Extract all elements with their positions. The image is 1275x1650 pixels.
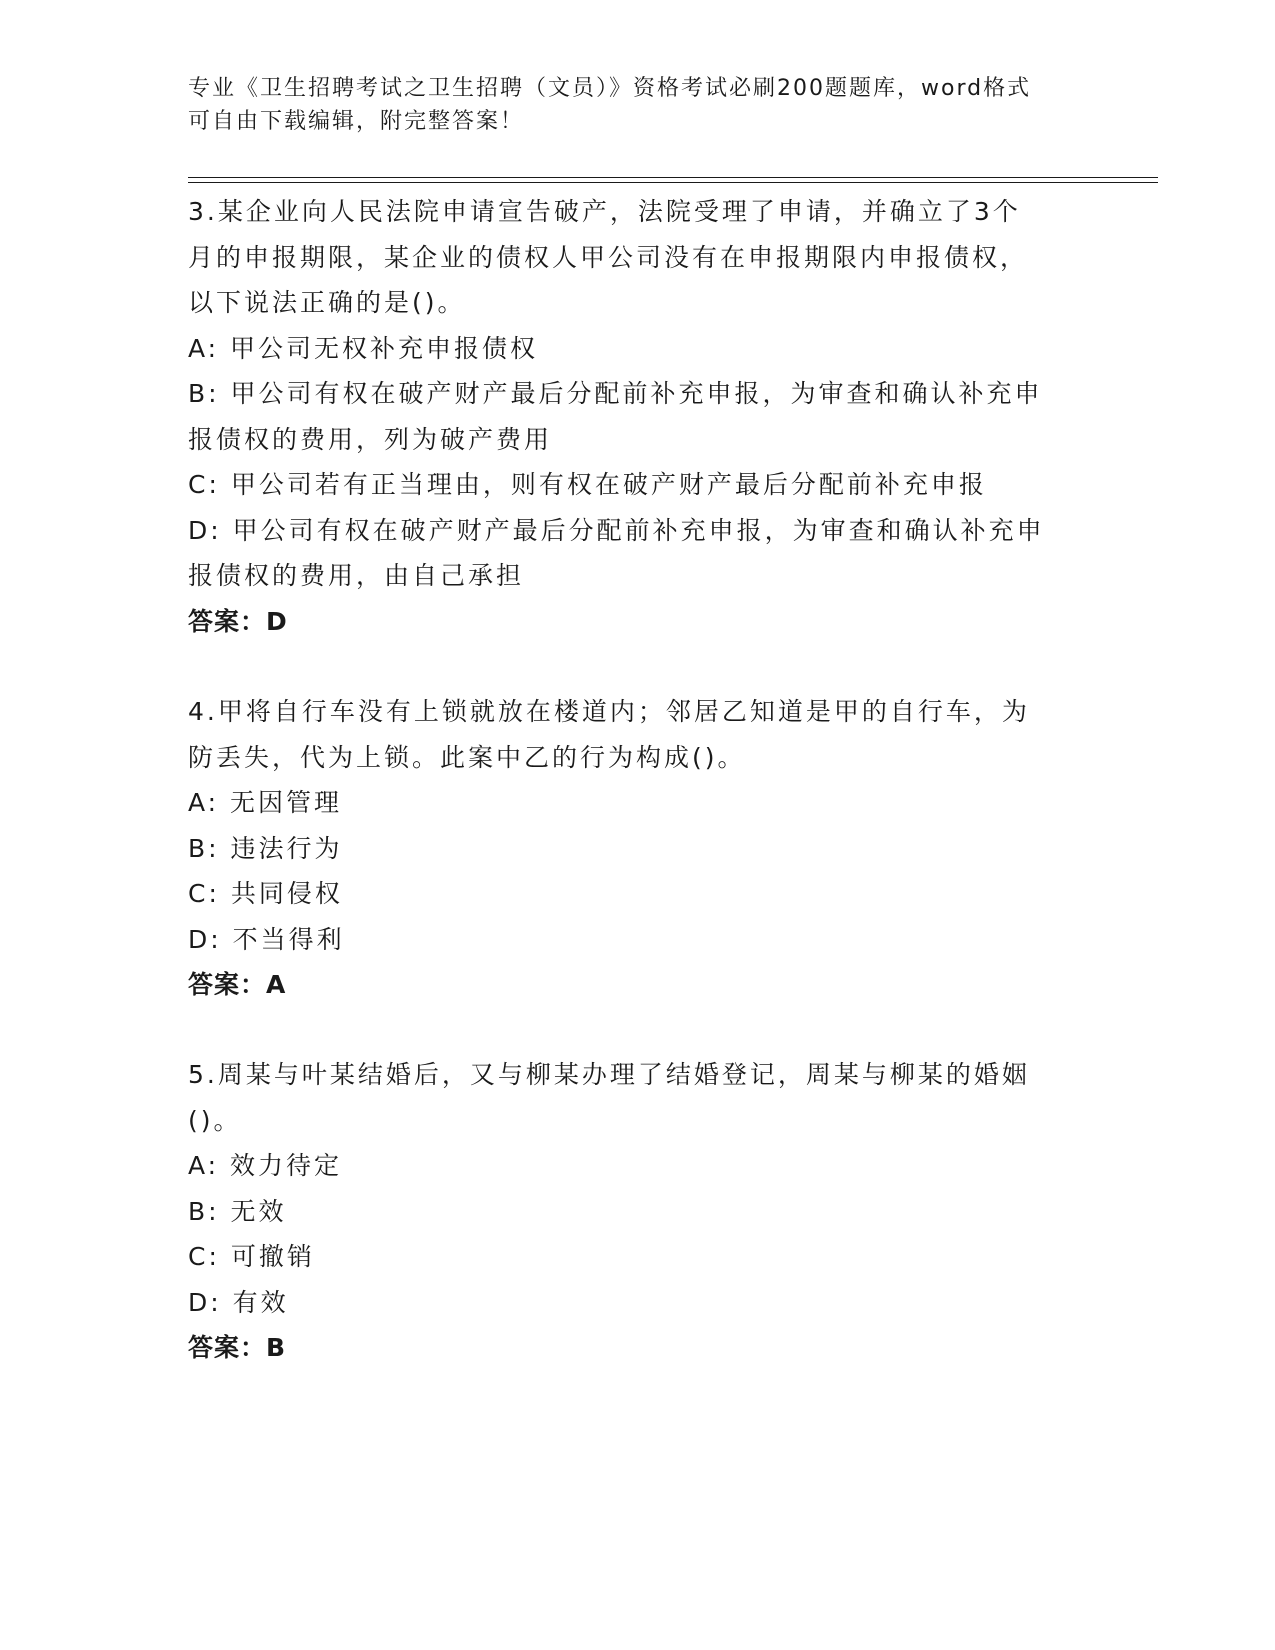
answer: 答案：A [188,970,287,999]
option-c: C: 可撤销 [188,1242,315,1271]
question-stem-line: ()。 [188,1105,242,1135]
question-stem-line: 月的申报期限，某企业的债权人甲公司没有在申报期限内申报债权， [188,242,1029,272]
option-b: B: 违法行为 [188,833,343,863]
header-line-2: 可自由下载编辑，附完整答案！ [188,109,525,134]
question-stem-line: 3.某企业向人民法院申请宣告破产，法院受理了申请，并确立了3个 [188,197,1021,226]
header-line-1: 专业《卫生招聘考试之卫生招聘（文员）》资格考试必刷200题题库，word格式 [188,76,1032,101]
header-divider-bottom [188,182,1158,183]
answer: 答案：D [188,606,288,636]
option-c: C: 甲公司若有正当理由，则有权在破产财产最后分配前补充申报 [188,470,987,499]
question-stem-line: 4.甲将自行车没有上锁就放在楼道内；邻居乙知道是甲的自行车，为 [188,697,1030,726]
answer: 答案：B [188,1333,287,1362]
option-a: A: 甲公司无权补充申报债权 [188,333,539,363]
document-header [188,72,1068,138]
question-4 [188,689,1088,1008]
option-d: D: 不当得利 [188,924,345,954]
option-a: A: 无因管理 [188,788,343,817]
question-stem-line: 防丢失，代为上锁。此案中乙的行为构成()。 [188,742,746,772]
option-c: C: 共同侵权 [188,879,343,908]
option-d-continued: 报债权的费用，由自己承担 [188,561,525,590]
option-d: D: 有效 [188,1287,289,1317]
option-a: A: 效力待定 [188,1151,343,1180]
question-stem-line: 以下说法正确的是()。 [188,288,466,317]
question-3 [188,189,1088,644]
option-b-continued: 报债权的费用，列为破产费用 [188,424,553,454]
option-b: B: 甲公司有权在破产财产最后分配前补充申报，为审查和确认补充申 [188,379,1043,408]
question-stem-line: 5.周某与叶某结婚后，又与柳某办理了结婚登记，周某与柳某的婚姻 [188,1060,1030,1089]
header-divider-top [188,177,1158,178]
option-d: D: 甲公司有权在破产财产最后分配前补充申报，为审查和确认补充申 [188,515,1045,545]
option-b: B: 无效 [188,1196,287,1226]
question-5 [188,1052,1088,1371]
